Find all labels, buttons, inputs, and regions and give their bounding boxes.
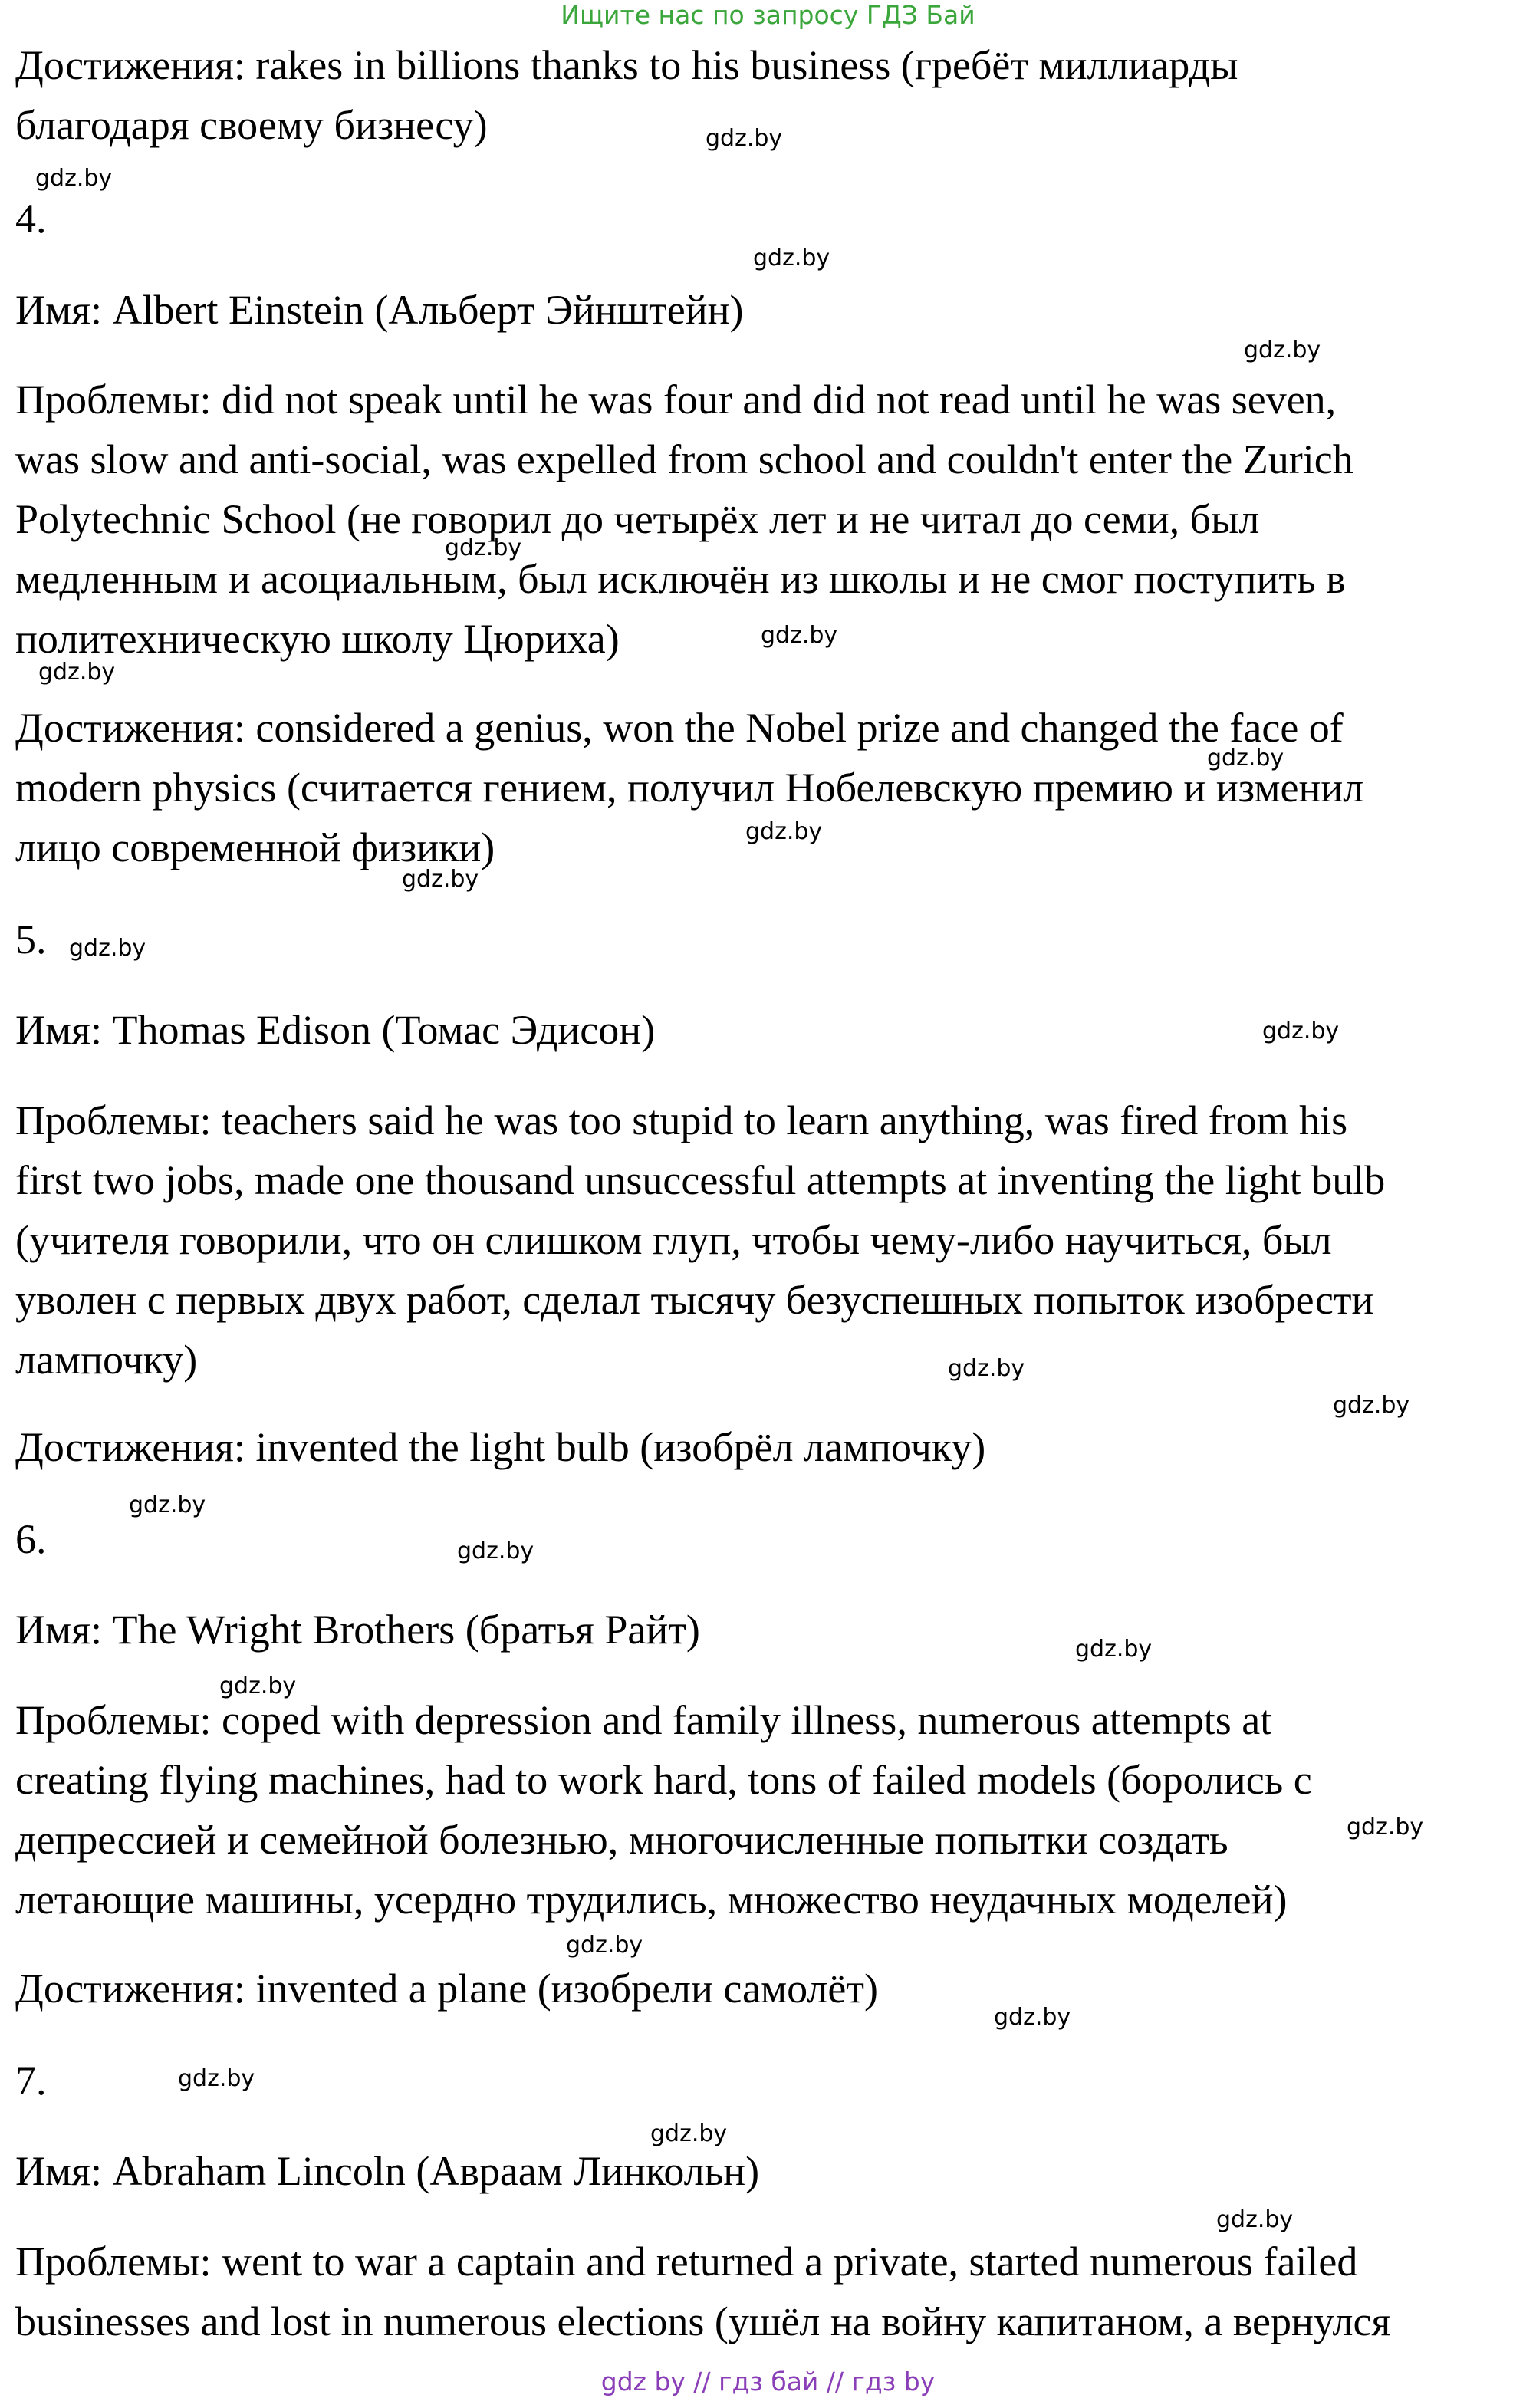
text-line: first two jobs, made one thousand unsuccessful attempts at inventing the light bulb bbox=[15, 1157, 1386, 1203]
text-line: Достижения: invented the light bulb (изобрёл лампочку) bbox=[15, 1424, 986, 1470]
footer-link[interactable]: gdz by // гдз бай // гдз by bbox=[600, 2367, 936, 2396]
text-line: Достижения: invented a plane (изобрели самолёт) bbox=[15, 1966, 878, 2012]
watermark: gdz.by bbox=[445, 535, 522, 561]
text-line: депрессией и семейной болезнью, многочисленные попытки создать bbox=[15, 1817, 1228, 1863]
watermark: gdz.by bbox=[129, 1492, 206, 1518]
text-line: 7. bbox=[15, 2058, 47, 2104]
watermark: gdz.by bbox=[1216, 2206, 1294, 2233]
text-line: лампочку) bbox=[15, 1337, 198, 1383]
text-line: политехническую школу Цюриха) bbox=[15, 616, 620, 662]
text-line: медленным и асоциальным, был исключён из школы и не смог поступить в bbox=[15, 556, 1346, 602]
text-line: modern physics (считается гением, получил Нобелевскую премию и изменил bbox=[15, 765, 1364, 811]
watermark: gdz.by bbox=[1333, 1392, 1410, 1419]
text-line: 5. bbox=[15, 916, 47, 962]
text-line: was slow and anti-social, was expelled from school and couldn't enter the Zurich bbox=[15, 436, 1353, 482]
watermark: gdz.by bbox=[38, 659, 116, 686]
watermark: gdz.by bbox=[402, 866, 479, 893]
watermark: gdz.by bbox=[35, 165, 113, 192]
watermark: gdz.by bbox=[1207, 745, 1284, 771]
text-line: Имя: Abraham Lincoln (Авраам Линкольн) bbox=[15, 2148, 760, 2194]
watermark: gdz.by bbox=[948, 1355, 1025, 1382]
watermark: gdz.by bbox=[219, 1673, 297, 1699]
watermark: gdz.by bbox=[650, 2120, 728, 2147]
watermark: gdz.by bbox=[761, 622, 838, 649]
watermark: gdz.by bbox=[1244, 337, 1321, 364]
text-line: уволен с первых двух работ, сделал тысячу безуспешных попыток изобрести bbox=[15, 1277, 1374, 1323]
text-line: Имя: Thomas Edison (Томас Эдисон) bbox=[15, 1007, 656, 1053]
watermark: gdz.by bbox=[178, 2065, 255, 2092]
text-line: creating flying machines, had to work hard, tons of failed models (боролись с bbox=[15, 1757, 1312, 1803]
text-line: лицо современной физики) bbox=[15, 824, 495, 870]
watermark: gdz.by bbox=[1075, 1636, 1153, 1663]
text-line: летающие машины, усердно трудились, множество неудачных моделей) bbox=[15, 1877, 1288, 1923]
watermark: gdz.by bbox=[69, 935, 146, 962]
watermark: gdz.by bbox=[706, 125, 783, 152]
text-line: 4. bbox=[15, 196, 47, 242]
text-line: Проблемы: did not speak until he was four and did not read until he was seven, bbox=[15, 377, 1337, 423]
text-line: благодаря своему бизнесу) bbox=[15, 102, 488, 148]
text-line: Достижения: rakes in billions thanks to his business (гребёт миллиарды bbox=[15, 42, 1238, 88]
watermark: gdz.by bbox=[1347, 1814, 1424, 1841]
text-line: Достижения: considered a genius, won the Nobel prize and changed the face of bbox=[15, 705, 1344, 751]
text-line: Проблемы: teachers said he was too stupid to learn anything, was fired from his bbox=[15, 1097, 1348, 1143]
header-search-link[interactable]: Ищите нас по запросу ГДЗ Бай bbox=[561, 0, 975, 30]
text-line: Имя: Albert Einstein (Альберт Эйнштейн) bbox=[15, 287, 744, 333]
text-line: Проблемы: coped with depression and family illness, numerous attempts at bbox=[15, 1697, 1272, 1743]
text-line: Имя: The Wright Brothers (братья Райт) bbox=[15, 1607, 700, 1653]
text-line: Проблемы: went to war a captain and returned a private, started numerous failed bbox=[15, 2239, 1358, 2285]
watermark: gdz.by bbox=[745, 818, 823, 845]
watermark: gdz.by bbox=[753, 245, 830, 271]
watermark: gdz.by bbox=[566, 1932, 643, 1959]
text-line: businesses and lost in numerous elections (ушёл на войну капитаном, а вернулся bbox=[15, 2298, 1391, 2344]
text-line: (учителя говорили, что он слишком глуп, чтобы чему-либо научиться, был bbox=[15, 1217, 1332, 1263]
watermark: gdz.by bbox=[1262, 1018, 1340, 1044]
text-line: Polytechnic School (не говорил до четырёх лет и не читал до семи, был bbox=[15, 496, 1260, 542]
text-line: 6. bbox=[15, 1516, 47, 1562]
watermark: gdz.by bbox=[457, 1538, 534, 1564]
watermark: gdz.by bbox=[994, 2004, 1071, 2031]
